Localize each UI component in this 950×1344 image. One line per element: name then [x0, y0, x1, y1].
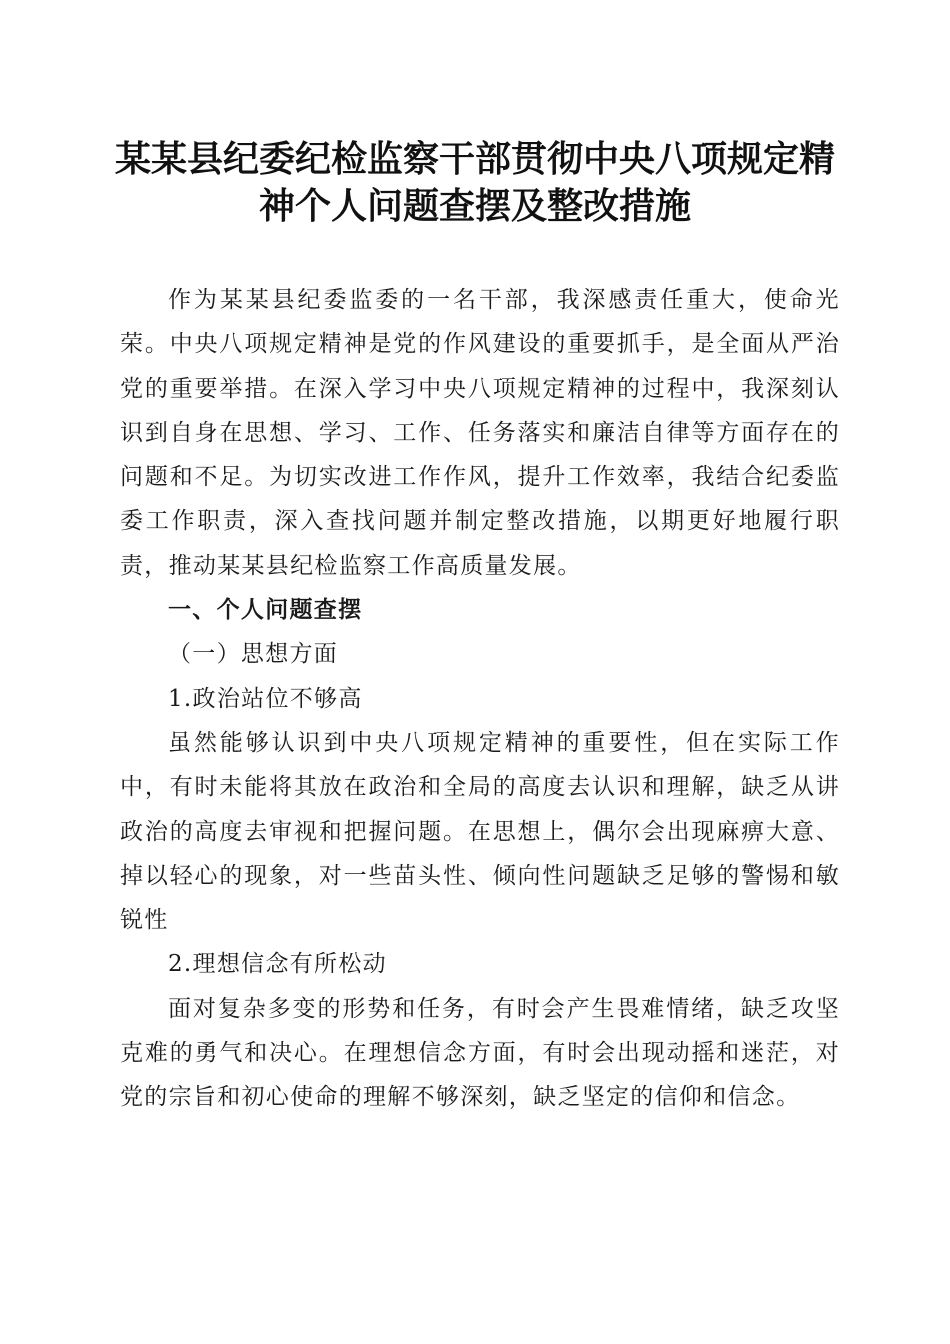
title-line-2: 神个人问题查摆及整改措施 [258, 185, 691, 227]
intro-paragraph: 作为某某县纪委监委的一名干部，我深感责任重大，使命光荣。中央八项规定精神是党的作风建设的重要抓手，是全面从严治党的重要举措。在深入学习中央八项规定精神的过程中，我深刻认识到自身在思想、学习、工作、任务落实和廉洁自律等方面存在的问题和不足。为切实改进工作作风，提升工作效率，我结合纪委监委工作职责，深入查找问题并制定整改措施，以期更好地履行职责，推动某某县纪检监察工作高质量发展。 [120, 287, 840, 579]
document-body [120, 278, 840, 1120]
title-line-1: 某某县纪委纪检监察干部贯彻中央八项规定精 [114, 138, 835, 180]
item-paragraph-ideals-beliefs: 面对复杂多变的形势和任务，有时会产生畏难情绪，缺乏攻坚克难的勇气和决心。在理想信念方面，有时会出现动摇和迷茫，对党的宗旨和初心使命的理解不够深刻，缺乏坚定的信仰和信念。 [120, 995, 840, 1111]
item-paragraph-political-stance: 虽然能够认识到中央八项规定精神的重要性，但在实际工作中，有时未能将其放在政治和全局的高度去认识和理解，缺乏从讲政治的高度去审视和把握问题。在思想上，偶尔会出现麻痹大意、掉以轻心的现象，对一些苗头性、倾向性问题缺乏足够的警惕和敏锐性 [120, 729, 840, 934]
document-title [100, 136, 850, 230]
subsection-heading-ideology: （一）思想方面 [168, 641, 339, 668]
item-heading-political-stance: 1.政治站位不够高 [168, 685, 363, 712]
section-heading-personal-issues: 一、个人问题查摆 [168, 597, 363, 624]
item-heading-ideals-beliefs: 2.理想信念有所松动 [168, 951, 387, 978]
